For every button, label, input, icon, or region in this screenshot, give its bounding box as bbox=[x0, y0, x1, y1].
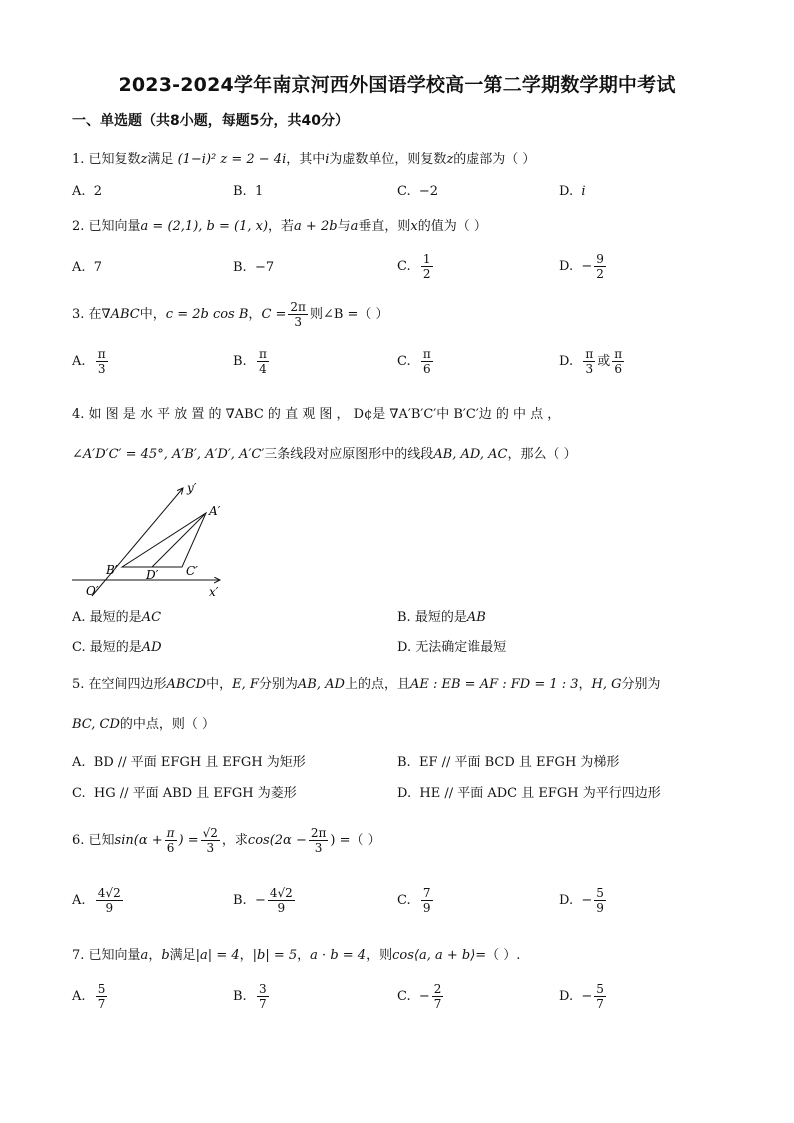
q3-option-a[interactable] bbox=[72, 347, 110, 376]
option-math: AD bbox=[141, 640, 162, 655]
numerator: π bbox=[97, 347, 106, 361]
denominator: 7 bbox=[433, 997, 442, 1011]
question-4-line2 bbox=[72, 445, 577, 465]
denominator: 6 bbox=[614, 362, 623, 376]
fraction bbox=[96, 982, 108, 1011]
q4-text: 三条线段对应原图形中的线段 bbox=[264, 447, 434, 462]
median-ad bbox=[152, 513, 206, 567]
fraction bbox=[96, 886, 123, 915]
q1-option-b[interactable] bbox=[233, 182, 263, 202]
option-label: C. bbox=[397, 989, 411, 1004]
numerator: 1 bbox=[422, 252, 431, 266]
q5-option-a[interactable] bbox=[72, 753, 306, 773]
denominator: 3 bbox=[314, 841, 323, 855]
fraction bbox=[268, 886, 295, 915]
option-label: B. bbox=[397, 610, 411, 625]
q2-option-c[interactable] bbox=[397, 252, 435, 281]
question-3-stem bbox=[72, 300, 389, 329]
numerator: 2π bbox=[290, 300, 306, 314]
q7-math: cos⟨a, a + b⟩ bbox=[392, 948, 476, 963]
fraction bbox=[594, 886, 606, 915]
question-6-stem bbox=[72, 826, 381, 855]
option-label: B. bbox=[233, 354, 247, 369]
numerator: 4√2 bbox=[97, 886, 121, 900]
denominator: 9 bbox=[277, 901, 286, 915]
q6-math: ) = bbox=[178, 833, 199, 848]
numerator: 3 bbox=[258, 982, 267, 996]
q2-formula: a = (2,1), b = (1, x) bbox=[140, 219, 269, 234]
exam-title: 2023-2024学年南京河西外国语学校高一第二学期数学期中考试 bbox=[118, 74, 676, 96]
question-5-line2 bbox=[72, 715, 215, 735]
sign: − bbox=[254, 893, 266, 908]
option-label: C. bbox=[397, 184, 411, 199]
q3-condition: c = 2b cos B bbox=[165, 307, 249, 322]
fraction bbox=[257, 982, 269, 1011]
q7-math: a bbox=[140, 948, 149, 963]
q6-option-c[interactable] bbox=[397, 886, 435, 915]
q2-text: 2. 已知向量 bbox=[72, 219, 141, 234]
denominator: 6 bbox=[423, 362, 431, 376]
fraction bbox=[583, 347, 595, 376]
denominator: 3 bbox=[294, 315, 302, 329]
option-math: AB bbox=[466, 610, 486, 625]
numerator: 4√2 bbox=[269, 886, 293, 900]
option-label: D. bbox=[559, 354, 574, 369]
denominator: 2 bbox=[596, 267, 604, 281]
q5-option-b[interactable] bbox=[397, 753, 619, 773]
option-text: HG // 平面 ABD 且 EFGH 为菱形 bbox=[93, 786, 297, 801]
q4-math: AB, AD, AC bbox=[433, 447, 508, 462]
q5-math: ABCD bbox=[166, 677, 207, 692]
q1-option-a[interactable] bbox=[72, 182, 102, 202]
option-text: 最短的是 bbox=[89, 610, 142, 625]
fraction bbox=[257, 347, 269, 376]
fraction bbox=[309, 826, 329, 855]
numerator: 2π bbox=[310, 826, 327, 840]
numerator: 5 bbox=[97, 982, 106, 996]
fraction bbox=[165, 826, 177, 855]
q7-math: |b| = 5 bbox=[252, 948, 298, 963]
numerator: 7 bbox=[422, 886, 431, 900]
option-text: i bbox=[581, 184, 586, 199]
option-label: B. bbox=[233, 893, 247, 908]
sign: − bbox=[581, 989, 593, 1004]
numerator: 5 bbox=[596, 982, 604, 996]
q2-option-a[interactable] bbox=[72, 258, 102, 278]
q7-option-b[interactable] bbox=[233, 982, 271, 1011]
q1-z: z bbox=[140, 152, 148, 167]
q2-text: 的值为（ ） bbox=[417, 219, 487, 234]
option-label: A. bbox=[72, 893, 86, 908]
option-math: AC bbox=[141, 610, 162, 625]
option-label: B. bbox=[233, 260, 247, 275]
section-heading: 一、单选题（共8小题，每题5分，共40分） bbox=[72, 113, 349, 129]
q6-math: cos(2α − bbox=[247, 833, 307, 848]
fraction bbox=[201, 826, 220, 855]
q7-text: ，则 bbox=[366, 948, 393, 963]
q5-text: 5. 在空间四边形 bbox=[72, 677, 167, 692]
numerator: 9 bbox=[596, 252, 604, 266]
q6-option-b[interactable] bbox=[233, 886, 297, 915]
q5-option-d[interactable] bbox=[397, 784, 661, 804]
q4-option-a[interactable] bbox=[72, 608, 161, 628]
option-label: D. bbox=[559, 989, 574, 1004]
q3-text: 3. 在 bbox=[72, 307, 102, 322]
q4-option-b[interactable] bbox=[397, 608, 486, 628]
option-label: D. bbox=[559, 893, 574, 908]
q5-math: BC, CD bbox=[72, 717, 120, 732]
option-text: −2 bbox=[418, 184, 439, 199]
q1-text: 为虚数单位，则复数 bbox=[329, 152, 447, 167]
q2-option-b[interactable] bbox=[233, 258, 274, 278]
option-label: C. bbox=[72, 640, 86, 655]
question-1-stem bbox=[72, 150, 535, 170]
q1-z: z bbox=[446, 152, 454, 167]
option-label: C. bbox=[397, 354, 411, 369]
option-label: C. bbox=[397, 259, 411, 274]
or-text: 或 bbox=[597, 354, 611, 369]
denominator: 2 bbox=[422, 267, 431, 281]
point-c-label: C′ bbox=[186, 564, 198, 578]
denominator: 3 bbox=[97, 362, 106, 376]
q1-text: 满足 bbox=[147, 152, 174, 167]
q1-formula: (1−i)² z = 2 − 4i bbox=[177, 152, 287, 167]
option-label: A. bbox=[72, 989, 86, 1004]
q1-option-c[interactable] bbox=[397, 182, 438, 202]
q1-text: 1. 已知复数 bbox=[72, 152, 141, 167]
q7-text: 满足 bbox=[169, 948, 196, 963]
numerator: √2 bbox=[202, 826, 218, 840]
q6-option-d[interactable] bbox=[559, 886, 608, 915]
origin-label: O′ bbox=[86, 584, 99, 598]
option-text: −7 bbox=[254, 260, 275, 275]
q5-text: 的中点，则（ ） bbox=[119, 717, 216, 732]
q6-text: ) =（ ） bbox=[330, 833, 381, 848]
q3-option-b[interactable] bbox=[233, 347, 271, 376]
fraction bbox=[432, 982, 444, 1011]
q7-math: |a| = 4 bbox=[195, 948, 240, 963]
option-label: A. bbox=[72, 610, 86, 625]
fraction bbox=[594, 982, 606, 1011]
q5-text: ， bbox=[578, 677, 592, 692]
fraction bbox=[96, 347, 108, 376]
q2-text: 垂直，则 bbox=[358, 219, 411, 234]
q6-math: sin(α + bbox=[114, 833, 163, 848]
q7-option-c[interactable] bbox=[397, 982, 445, 1011]
q1-text: 的虚部为（ ） bbox=[453, 152, 536, 167]
option-text: 无法确定谁最短 bbox=[415, 640, 507, 655]
q7-text: =（ ）. bbox=[475, 948, 521, 963]
denominator: 7 bbox=[97, 997, 106, 1011]
option-label: B. bbox=[397, 755, 411, 770]
y-axis-label: y′ bbox=[187, 481, 197, 495]
q6-text: 6. 已知 bbox=[72, 833, 115, 848]
option-text: EF // 平面 BCD 且 EFGH 为梯形 bbox=[418, 755, 620, 770]
fraction bbox=[612, 347, 624, 376]
option-label: B. bbox=[233, 184, 247, 199]
q7-math: b bbox=[161, 948, 170, 963]
q7-text: ， bbox=[148, 948, 162, 963]
q3-option-d[interactable] bbox=[559, 347, 626, 376]
q2-text: 与 bbox=[337, 219, 351, 234]
oblique-drawing-figure bbox=[68, 478, 238, 600]
fraction bbox=[288, 300, 308, 329]
question-2-stem bbox=[72, 217, 487, 237]
option-label: A. bbox=[72, 260, 86, 275]
x-axis-label: x′ bbox=[209, 585, 219, 599]
option-label: C. bbox=[397, 893, 411, 908]
q1-option-d[interactable] bbox=[559, 182, 586, 202]
q1-text: ，其中 bbox=[286, 152, 326, 167]
option-label: A. bbox=[72, 755, 86, 770]
denominator: 9 bbox=[105, 901, 114, 915]
option-text: 1 bbox=[254, 184, 264, 199]
question-7-stem: 7. 已知向量a，b满足|a| = 4，|b| = 5，a · b = 4，则cos⟨a, a + b⟩=（ ）. bbox=[72, 948, 521, 963]
numerator: π bbox=[422, 347, 431, 361]
q3-text: ， bbox=[248, 307, 262, 322]
option-label: D. bbox=[559, 184, 574, 199]
q6-option-a[interactable] bbox=[72, 886, 125, 915]
q5-text: 上的点，且 bbox=[344, 677, 410, 692]
numerator: 2 bbox=[433, 982, 442, 996]
denominator: 7 bbox=[258, 997, 267, 1011]
option-text: HE // 平面 ADC 且 EFGH 为平行四边形 bbox=[419, 786, 661, 801]
option-text: BD // 平面 EFGH 且 EFGH 为矩形 bbox=[93, 755, 306, 770]
denominator: 7 bbox=[596, 997, 604, 1011]
denominator: 9 bbox=[596, 901, 604, 915]
option-label: C. bbox=[72, 786, 86, 801]
q4-text: ，那么（ ） bbox=[507, 447, 577, 462]
q5-math: H, G bbox=[591, 677, 622, 692]
q3-option-c[interactable] bbox=[397, 347, 435, 376]
point-b-label: B′ bbox=[106, 563, 118, 577]
q5-text: 中， bbox=[206, 677, 233, 692]
q3-text: 则∠B =（ ） bbox=[309, 307, 389, 322]
fraction bbox=[421, 252, 433, 281]
q7-math: a · b = 4 bbox=[310, 948, 367, 963]
denominator: 3 bbox=[585, 362, 594, 376]
fraction bbox=[594, 252, 606, 281]
q3-triangle: ∇ABC bbox=[101, 307, 140, 322]
option-label: D. bbox=[559, 259, 574, 274]
q2-a: a bbox=[350, 219, 359, 234]
question-5-line1 bbox=[72, 675, 661, 695]
q4-math: ∠A′D′C′ = 45°, A′B′, A′D′, A′C′ bbox=[72, 447, 265, 462]
option-label: D. bbox=[397, 640, 412, 655]
q1-i: i bbox=[325, 152, 330, 167]
q5-math: AB, AD bbox=[297, 677, 345, 692]
option-label: B. bbox=[233, 989, 247, 1004]
q4-option-d[interactable] bbox=[397, 638, 506, 658]
denominator: 4 bbox=[259, 362, 267, 376]
numerator: π bbox=[614, 347, 623, 361]
q5-math: AE : EB = AF : FD = 1 : 3 bbox=[409, 677, 579, 692]
numerator: π bbox=[258, 347, 267, 361]
fraction bbox=[421, 347, 433, 376]
question-4-line1: 4. 如 图 是 水 平 放 置 的 ∇ABC 的 直 观 图 ， D¢是 ∇A′B′C′中 B′C′边 的 中 点 ， bbox=[72, 407, 561, 422]
q2-text: ，若 bbox=[268, 219, 295, 234]
q2-option-d[interactable] bbox=[559, 252, 608, 281]
q5-option-c[interactable] bbox=[72, 784, 297, 804]
q5-text: 分别为 bbox=[258, 677, 298, 692]
sign: − bbox=[581, 259, 593, 274]
q7-text: 7. 已知向量 bbox=[72, 948, 141, 963]
option-text: 最短的是 bbox=[414, 610, 467, 625]
denominator: 3 bbox=[206, 841, 215, 855]
option-text: 2 bbox=[93, 184, 103, 199]
option-text: 7 bbox=[93, 260, 103, 275]
numerator: 5 bbox=[596, 886, 604, 900]
q2-formula: a + 2b bbox=[294, 219, 338, 234]
option-label: D. bbox=[397, 786, 412, 801]
q5-math: E, F bbox=[232, 677, 259, 692]
option-label: A. bbox=[72, 354, 86, 369]
triangle-abc bbox=[122, 513, 206, 567]
q3-c: C = bbox=[261, 307, 287, 322]
denominator: 6 bbox=[166, 841, 175, 855]
sign: − bbox=[581, 893, 593, 908]
q5-text: 分别为 bbox=[621, 677, 661, 692]
q7-option-d[interactable] bbox=[559, 982, 608, 1011]
q3-text: 中， bbox=[139, 307, 166, 322]
point-d-label: D′ bbox=[146, 568, 159, 582]
denominator: 9 bbox=[422, 901, 431, 915]
fraction bbox=[421, 886, 433, 915]
q6-text: ，求 bbox=[221, 833, 248, 848]
option-text: 最短的是 bbox=[89, 640, 142, 655]
sign: − bbox=[418, 989, 430, 1004]
point-a-label: A′ bbox=[209, 504, 221, 518]
q4-option-c[interactable] bbox=[72, 638, 162, 658]
numerator: π bbox=[166, 826, 175, 840]
q7-option-a[interactable] bbox=[72, 982, 109, 1011]
option-label: A. bbox=[72, 184, 86, 199]
q2-x: x bbox=[410, 219, 418, 234]
numerator: π bbox=[585, 347, 594, 361]
